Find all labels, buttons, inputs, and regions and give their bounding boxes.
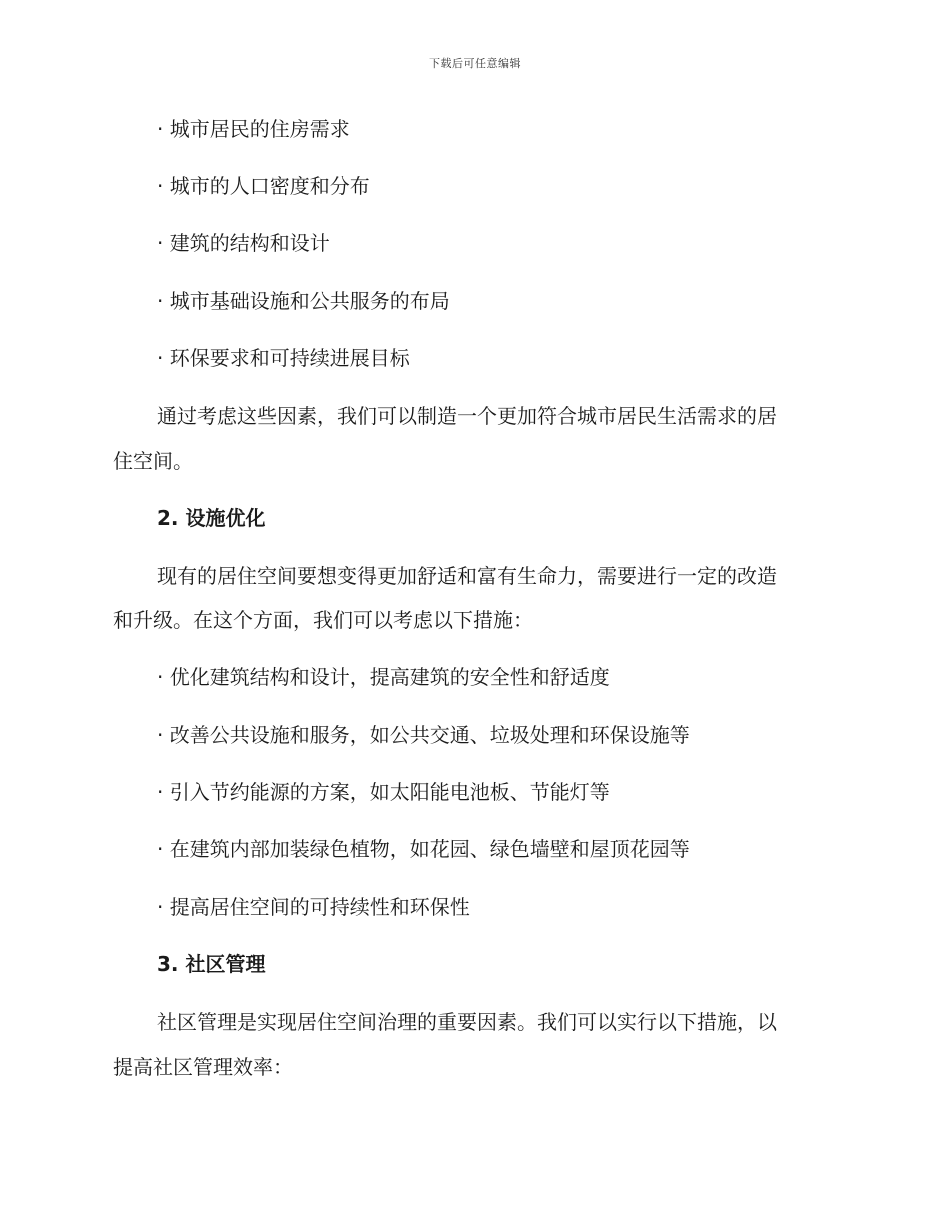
list-item: · 城市居民的住房需求 (157, 117, 350, 141)
paragraph-line: 社区管理是实现居住空间治理的重要因素。我们可以实行以下措施，以 (157, 1010, 777, 1034)
paragraph-line: 住空间。 (113, 449, 193, 473)
section-heading: 2. 设施优化 (157, 506, 266, 530)
paragraph-line: 和升级。在这个方面，我们可以考虑以下措施： (113, 608, 533, 632)
list-item: · 优化建筑结构和设计，提高建筑的安全性和舒适度 (157, 665, 610, 689)
list-item: · 建筑的结构和设计 (157, 231, 330, 255)
list-item: · 改善公共设施和服务，如公共交通、垃圾处理和环保设施等 (157, 723, 690, 747)
list-item: · 环保要求和可持续进展目标 (157, 346, 410, 370)
paragraph-line: 通过考虑这些因素，我们可以制造一个更加符合城市居民生活需求的居 (157, 404, 777, 428)
list-item: · 城市基础设施和公共服务的布局 (157, 289, 450, 313)
list-item: · 引入节约能源的方案，如太阳能电池板、节能灯等 (157, 780, 610, 804)
list-item: · 城市的人口密度和分布 (157, 174, 370, 198)
section-heading: 3. 社区管理 (157, 952, 266, 976)
list-item: · 在建筑内部加装绿色植物，如花园、绿色墙壁和屋顶花园等 (157, 837, 690, 861)
page-header-note: 下载后可任意编辑 (429, 57, 521, 70)
paragraph-line: 现有的居住空间要想变得更加舒适和富有生命力，需要进行一定的改造 (157, 564, 777, 588)
paragraph-line: 提高社区管理效率： (113, 1055, 293, 1079)
list-item: · 提高居住空间的可持续性和环保性 (157, 895, 470, 919)
